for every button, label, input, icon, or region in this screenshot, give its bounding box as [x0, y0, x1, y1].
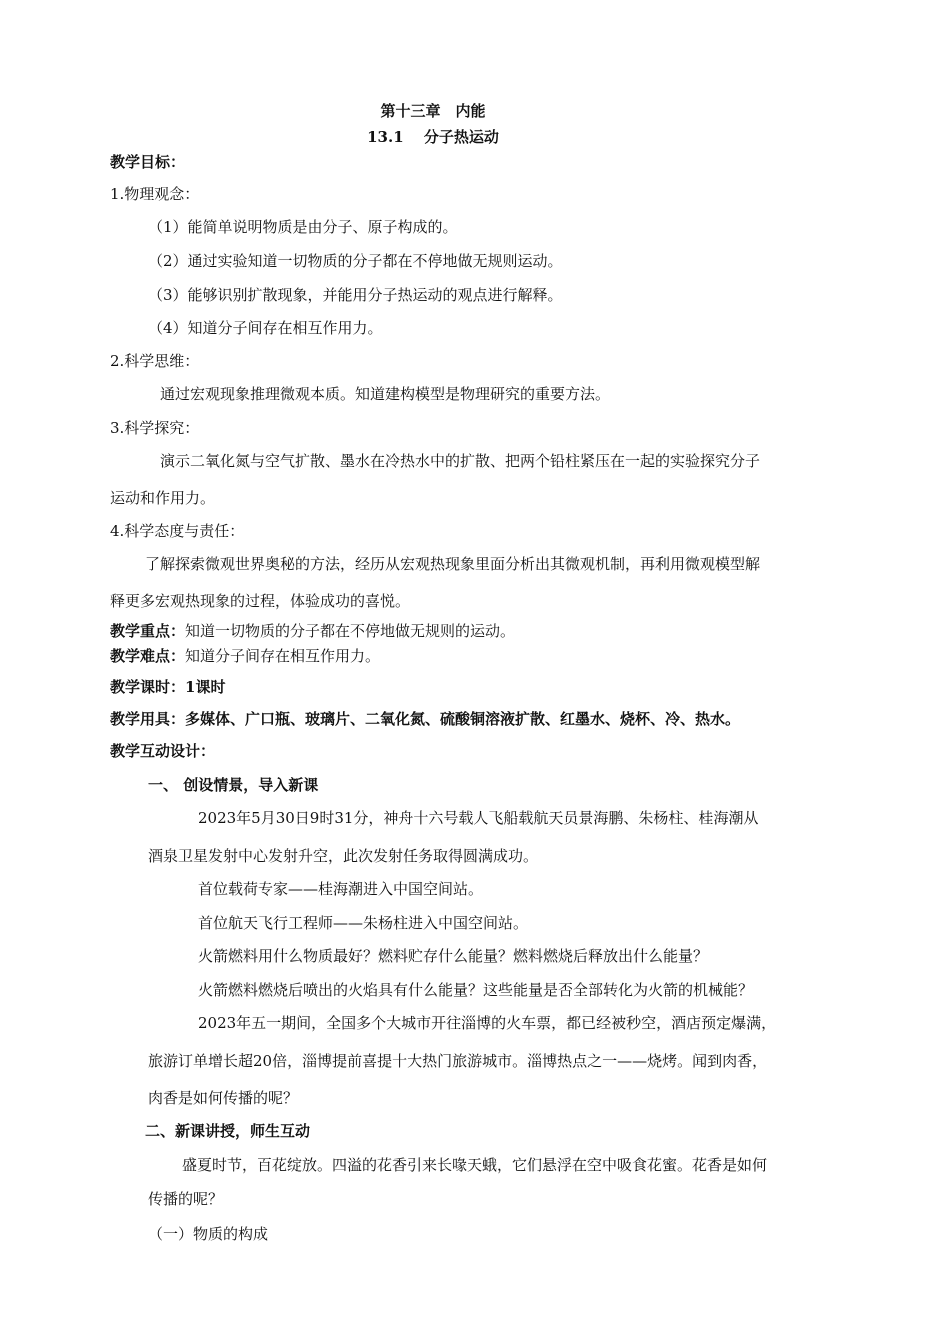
part2-heading: 二、新课讲授，师生互动 [145, 1122, 311, 1140]
part1-para6-line-2: 旅游订单增长超20倍，淄博提前喜提十大热门旅游城市。淄博热点之一——烧烤。闻到肉香， [148, 1052, 768, 1070]
part1-para6-line-1: 2023年五一期间，全国多个大城市开往淄博的火车票，都已经被秒空，酒店预定爆满， [198, 1014, 777, 1032]
key-point-label: 教学重点： [110, 622, 186, 640]
obj3-heading: 3.科学探究： [110, 419, 200, 437]
obj4-text-line-2: 释更多宏观热现象的过程，体验成功的喜悦。 [110, 592, 411, 610]
obj3-text-line-2: 运动和作用力。 [110, 489, 216, 507]
obj1-heading: 1.物理观念： [110, 185, 200, 203]
teaching-hours: 教学课时：1课时 [110, 678, 226, 696]
objectives-heading: 教学目标： [110, 153, 186, 171]
part1-para6-line-3: 肉香是如何传播的呢？ [148, 1089, 299, 1107]
part2-para1-line-2: 传播的呢？ [148, 1190, 224, 1208]
part1-heading: 一、 创设情景，导入新课 [148, 776, 319, 794]
obj2-text: 通过宏观现象推理微观本质。知道建构模型是物理研究的重要方法。 [160, 385, 611, 403]
obj1-item-4: （4）知道分子间存在相互作用力。 [148, 319, 383, 337]
part1-para1-line-2: 酒泉卫星发射中心发射升空，此次发射任务取得圆满成功。 [148, 847, 539, 865]
design-heading: 教学互动设计： [110, 742, 216, 760]
difficulty [110, 646, 380, 666]
difficulty-text: 知道分子间存在相互作用力。 [185, 647, 381, 665]
obj1-item-2: （2）通过实验知道一切物质的分子都在不停地做无规则运动。 [148, 252, 563, 270]
obj3-text-line-1: 演示二氧化氮与空气扩散、墨水在冷热水中的扩散、把两个铅柱紧压在一起的实验探究分子 [160, 452, 761, 470]
part1-para2: 首位载荷专家——桂海潮进入中国空间站。 [198, 880, 484, 898]
part1-para3: 首位航天飞行工程师——朱杨柱进入中国空间站。 [198, 914, 529, 932]
difficulty-label: 教学难点： [110, 647, 186, 665]
part1-para1-line-1: 2023年5月30日9时31分，神舟十六号载人飞船载航天员景海鹏、朱杨柱、桂海潮从 [198, 809, 759, 827]
key-point-text: 知道一切物质的分子都在不停地做无规则的运动。 [185, 622, 516, 640]
chapter-title: 第十三章 内能 [380, 102, 486, 120]
part2-subheading-1: （一）物质的构成 [148, 1225, 269, 1243]
teaching-tools: 教学用具：多媒体、广口瓶、玻璃片、二氧化氮、硫酸铜溶液扩散、红墨水、烧杯、冷、热水。 [110, 710, 741, 728]
part1-para4: 火箭燃料用什么物质最好？燃料贮存什么能量？燃料燃烧后释放出什么能量？ [198, 947, 709, 965]
obj2-heading: 2.科学思维： [110, 352, 200, 370]
part1-para5: 火箭燃料燃烧后喷出的火焰具有什么能量？这些能量是否全部转化为火箭的机械能？ [198, 981, 754, 999]
obj1-item-1: （1）能简单说明物质是由分子、原子构成的。 [148, 218, 458, 236]
part2-para1-line-1: 盛夏时节，百花绽放。四溢的花香引来长喙天蛾，它们悬浮在空中吸食花蜜。花香是如何 [182, 1156, 768, 1174]
key-point [110, 621, 515, 641]
obj1-item-3: （3）能够识别扩散现象，并能用分子热运动的观点进行解释。 [148, 286, 563, 304]
obj4-heading: 4.科学态度与责任： [110, 522, 245, 540]
obj4-text-line-1: 了解探索微观世界奥秘的方法，经历从宏观热现象里面分析出其微观机制，再利用微观模型解 [145, 555, 761, 573]
section-title: 13.1 分子热运动 [367, 128, 499, 146]
